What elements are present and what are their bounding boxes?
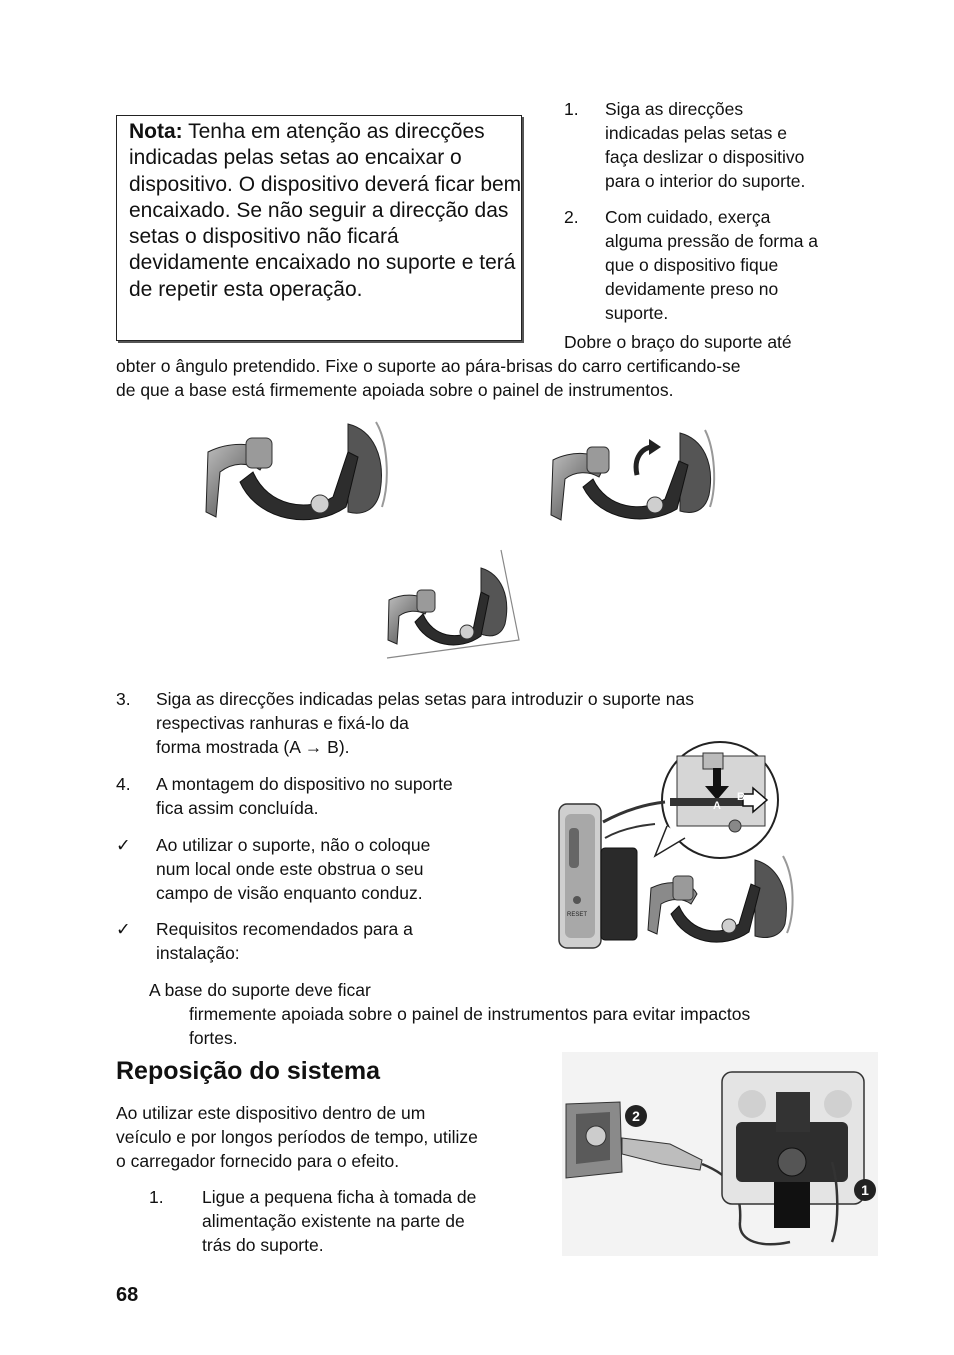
base-paragraph-line1: A base do suporte deve ficar bbox=[149, 980, 371, 1000]
device-mount-illustration bbox=[555, 738, 805, 958]
fold-paragraph-line1: Dobre o braço do suporte até bbox=[564, 332, 792, 352]
step-4-line: fica assim concluída. bbox=[156, 798, 319, 818]
step-3-line: respectivas ranhuras e fixá-lo da bbox=[156, 713, 409, 733]
check-2-line: Requisitos recomendados para a bbox=[156, 919, 413, 939]
step-3-number: 3. bbox=[116, 689, 131, 709]
checkmark-icon: ✓ bbox=[116, 919, 131, 939]
section-step-number: 1. bbox=[149, 1187, 164, 1207]
step-2-text bbox=[605, 205, 818, 325]
section-step-line: Ligue a pequena ficha à tomada de bbox=[202, 1187, 477, 1207]
step-1-line: faça deslizar o dispositivo bbox=[605, 147, 805, 167]
section-intro-line: o carregador fornecido para o efeito. bbox=[116, 1151, 400, 1171]
check-1-text bbox=[156, 833, 430, 905]
check-1-line: Ao utilizar o suporte, não o coloque bbox=[156, 835, 431, 855]
label-a: A bbox=[713, 800, 721, 812]
fold-paragraph-line3: de que a base está firmemente apoiada sobre o painel de instrumentos. bbox=[116, 380, 674, 400]
step-2-line: devidamente preso no bbox=[605, 279, 779, 299]
checkmark-icon: ✓ bbox=[116, 835, 131, 855]
callout-2-label: 2 bbox=[632, 1108, 640, 1124]
check-2-line: instalação: bbox=[156, 943, 240, 963]
step-1-line: para o interior do suporte. bbox=[605, 171, 806, 191]
section-step-text bbox=[202, 1185, 476, 1257]
note-body: Tenha em atenção as direcções indicadas pelas setas ao encaixar o dispositivo. O dispositivo deverá ficar bem encaixado. Se não seguir a direcção das setas o dispositivo não ficará devidamente encaixado no suporte e terá de repetir esta operação. bbox=[129, 120, 522, 301]
mount-illustration-1 bbox=[198, 412, 393, 527]
section-step-line: trás do suporte. bbox=[202, 1235, 324, 1255]
fold-paragraph-line2: obter o ângulo pretendido. Fixe o suporte ao pára-brisas do carro certificando-se bbox=[116, 356, 741, 376]
reset-label: RESET bbox=[567, 912, 588, 918]
label-b: B bbox=[737, 791, 745, 803]
note-text bbox=[129, 119, 524, 303]
section-step-line: alimentação existente na parte de bbox=[202, 1211, 465, 1231]
step-2-line: que o dispositivo fique bbox=[605, 255, 779, 275]
step-3-line: forma mostrada (A → B). bbox=[156, 737, 350, 757]
section-intro-line: veículo e por longos períodos de tempo, utilize bbox=[116, 1127, 478, 1147]
step-4-text bbox=[156, 772, 453, 820]
mount-illustration-3 bbox=[383, 548, 523, 660]
note-label: Nota: bbox=[129, 120, 183, 143]
check-1-line: num local onde este obstrua o seu bbox=[156, 859, 424, 879]
page-number: 68 bbox=[116, 1284, 139, 1306]
step-1-number: 1. bbox=[564, 99, 579, 119]
base-paragraph-line2: firmemente apoiada sobre o painel de instrumentos para evitar impactos bbox=[189, 1004, 751, 1024]
step-2-line: Com cuidado, exerça bbox=[605, 207, 771, 227]
mount-illustration-2 bbox=[545, 425, 720, 525]
step-4-line: A montagem do dispositivo no suporte bbox=[156, 774, 453, 794]
step-1-line: indicadas pelas setas e bbox=[605, 123, 787, 143]
step-4-number: 4. bbox=[116, 774, 131, 794]
step-3-line: Siga as direcções indicadas pelas setas para introduzir o suporte nas bbox=[156, 689, 694, 709]
section-intro-line: Ao utilizar este dispositivo dentro de um bbox=[116, 1103, 426, 1123]
step-2-number: 2. bbox=[564, 207, 579, 227]
section-heading: Reposição do sistema bbox=[116, 1057, 380, 1085]
step-2-line: alguma pressão de forma a bbox=[605, 231, 819, 251]
step-1-text bbox=[605, 97, 805, 193]
step-2-line: suporte. bbox=[605, 303, 669, 323]
step-1-line: Siga as direcções bbox=[605, 99, 744, 119]
callout-1-label: 1 bbox=[861, 1182, 869, 1198]
charger-illustration bbox=[562, 1052, 878, 1256]
section-intro bbox=[116, 1101, 478, 1173]
check-1-line: campo de visão enquanto conduz. bbox=[156, 883, 423, 903]
check-2-text bbox=[156, 917, 413, 965]
base-paragraph-line3: fortes. bbox=[189, 1028, 238, 1048]
